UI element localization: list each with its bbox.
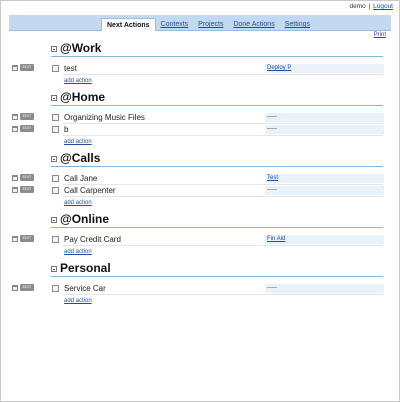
user-bar	[350, 3, 393, 10]
action-row	[1, 112, 399, 123]
context-header	[51, 88, 383, 106]
row-divider	[63, 135, 383, 136]
row-divider	[63, 74, 383, 75]
context-title: @Online	[60, 212, 110, 226]
tab-projects[interactable]: Projects	[198, 21, 224, 28]
project-label: -----	[265, 186, 384, 195]
project-link[interactable]: Deploy P	[265, 64, 384, 73]
collapse-icon[interactable]	[51, 266, 57, 272]
action-row	[1, 124, 399, 135]
print-link[interactable]: Print	[373, 32, 386, 38]
complete-checkbox[interactable]	[52, 236, 59, 243]
complete-checkbox[interactable]	[52, 175, 59, 182]
action-row	[1, 234, 399, 245]
context-section	[1, 210, 399, 256]
tab-settings[interactable]: Settings	[284, 21, 310, 28]
add-action-link[interactable]: add action	[64, 298, 92, 304]
context-section	[1, 88, 399, 146]
action-row	[1, 283, 399, 294]
action-description: Organizing Music Files	[64, 113, 145, 122]
context-list	[1, 39, 399, 308]
trash-icon[interactable]	[12, 114, 18, 120]
row-divider	[63, 196, 383, 197]
action-list	[1, 234, 399, 245]
action-list	[1, 173, 399, 196]
project-label: -----	[265, 284, 384, 293]
action-list	[1, 283, 399, 294]
action-row	[1, 185, 399, 196]
complete-checkbox[interactable]	[52, 114, 59, 121]
context-header	[51, 149, 383, 167]
trash-icon[interactable]	[12, 236, 18, 242]
tab-next-actions[interactable]: Next Actions	[101, 18, 156, 31]
action-list	[1, 63, 399, 74]
edit-icon[interactable]: EDIT	[20, 186, 34, 193]
trash-icon[interactable]	[12, 187, 18, 193]
project-link[interactable]: Test	[265, 174, 384, 183]
context-title: @Home	[60, 90, 106, 104]
complete-checkbox[interactable]	[52, 187, 59, 194]
context-header	[51, 259, 383, 277]
action-description: b	[64, 125, 69, 134]
separator: |	[368, 3, 371, 10]
context-section	[1, 259, 399, 305]
collapse-icon[interactable]	[51, 46, 57, 52]
collapse-icon[interactable]	[51, 156, 57, 162]
complete-checkbox[interactable]	[52, 285, 59, 292]
collapse-icon[interactable]	[51, 217, 57, 223]
action-description: Service Car	[64, 284, 106, 293]
context-header	[51, 39, 383, 57]
trash-icon[interactable]	[12, 126, 18, 132]
edit-icon[interactable]: EDIT	[20, 235, 34, 242]
edit-icon[interactable]: EDIT	[20, 125, 34, 132]
context-section	[1, 39, 399, 85]
action-description: Call Carpenter	[64, 186, 116, 195]
project-link[interactable]: Fin Aid	[265, 235, 384, 244]
add-action-link[interactable]: add action	[64, 139, 92, 145]
logout-link[interactable]: Logout	[373, 3, 393, 10]
action-row	[1, 173, 399, 184]
row-divider	[63, 294, 383, 295]
username: demo	[349, 3, 366, 10]
edit-icon[interactable]: EDIT	[20, 64, 34, 71]
action-row	[1, 63, 399, 74]
context-title: @Work	[60, 41, 102, 55]
context-title: Personal	[60, 261, 111, 275]
complete-checkbox[interactable]	[52, 65, 59, 72]
context-title: @Calls	[60, 151, 101, 165]
project-label: -----	[265, 125, 384, 134]
tab-contexts[interactable]: Contexts	[160, 21, 189, 28]
action-description: test	[64, 64, 77, 73]
trash-icon[interactable]	[12, 65, 18, 71]
context-section	[1, 149, 399, 207]
action-list	[1, 112, 399, 135]
tab-done-actions[interactable]: Done Actions	[233, 21, 275, 28]
add-action-link[interactable]: add action	[64, 200, 92, 206]
action-description: Pay Credit Card	[64, 235, 121, 244]
context-header	[51, 210, 383, 228]
add-action-link[interactable]: add action	[64, 249, 92, 255]
collapse-icon[interactable]	[51, 95, 57, 101]
edit-icon[interactable]: EDIT	[20, 113, 34, 120]
project-label: -----	[265, 113, 384, 122]
row-divider	[63, 245, 383, 246]
nav-bar	[9, 15, 391, 31]
nav-tabs	[101, 17, 315, 31]
add-action-link[interactable]: add action	[64, 78, 92, 84]
edit-icon[interactable]: EDIT	[20, 284, 34, 291]
complete-checkbox[interactable]	[52, 126, 59, 133]
action-description: Call Jane	[64, 174, 98, 183]
trash-icon[interactable]	[12, 175, 18, 181]
edit-icon[interactable]: EDIT	[20, 174, 34, 181]
trash-icon[interactable]	[12, 285, 18, 291]
